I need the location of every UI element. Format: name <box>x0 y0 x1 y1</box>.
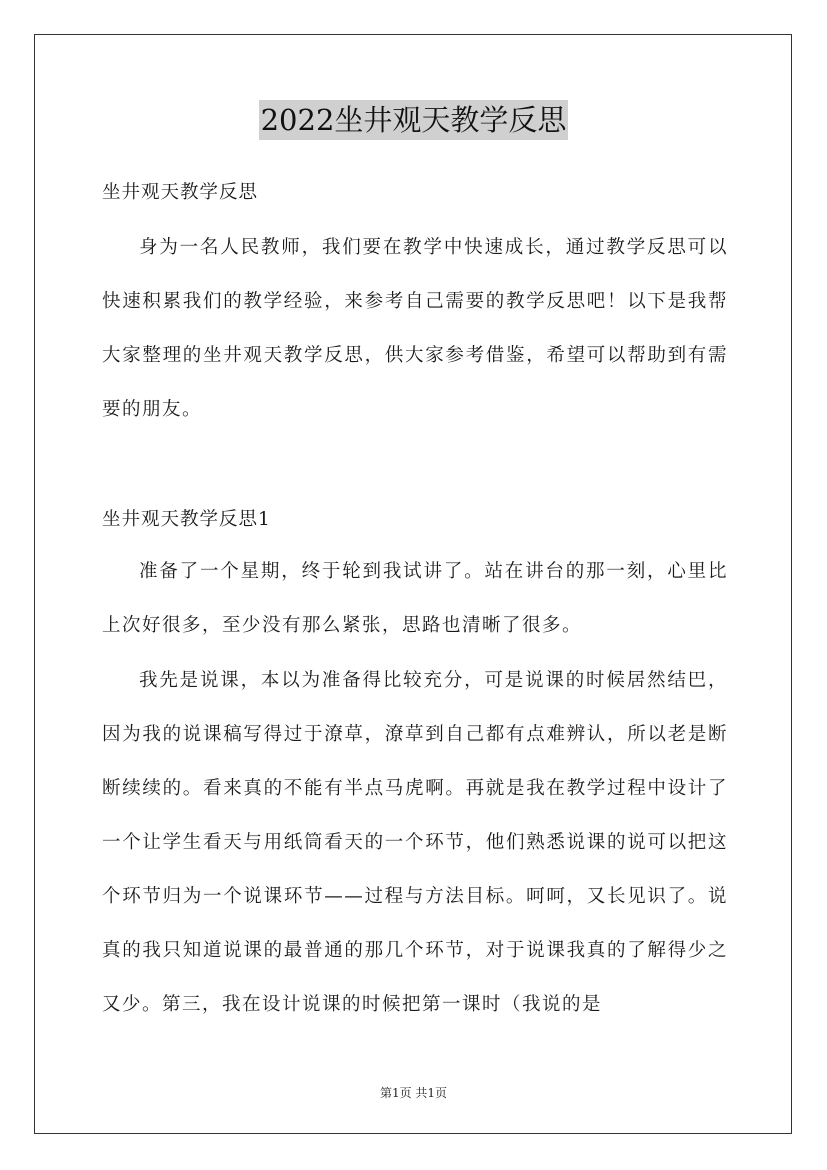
intro-heading: 坐井观天教学反思 <box>102 182 259 203</box>
title-container <box>0 100 827 140</box>
page-footer: 第1页 共1页 <box>379 1086 448 1100</box>
section1-paragraph-1: 准备了一个星期，终于轮到我试讲了。站在讲台的那一刻，心里比上次好很多，至少没有那么紧张，思路也清晰了很多。 <box>102 561 728 636</box>
document-title: 2022坐井观天教学反思 <box>259 100 569 140</box>
section1-heading: 坐井观天教学反思1 <box>102 509 271 530</box>
intro-paragraph: 身为一名人民教师，我们要在教学中快速成长，通过教学反思可以快速积累我们的教学经验，来参考自己需要的教学反思吧！以下是我帮大家整理的坐井观天教学反思，供大家参考借鉴，希望可以帮助到有需要的朋友。 <box>102 237 728 420</box>
section1-paragraph-2: 我先是说课，本以为准备得比较充分，可是说课的时候居然结巴，因为我的说课稿写得过于潦草，潦草到自己都有点难辨认，所以老是断断续续的。看来真的不能有半点马虎啊。再就是我在教学过程中设计了一个让学生看天与用纸筒看天的一个环节，他们熟悉说课的说可以把这个环节归为一个说课环节——过程与方法目标。呵呵，又长见识了。说真的我只知道说课的最普通的那几个环节，对于说课我真的了解得少之又少。第三，我在设计说课的时候把第一课时（我说的是 <box>102 670 728 1015</box>
